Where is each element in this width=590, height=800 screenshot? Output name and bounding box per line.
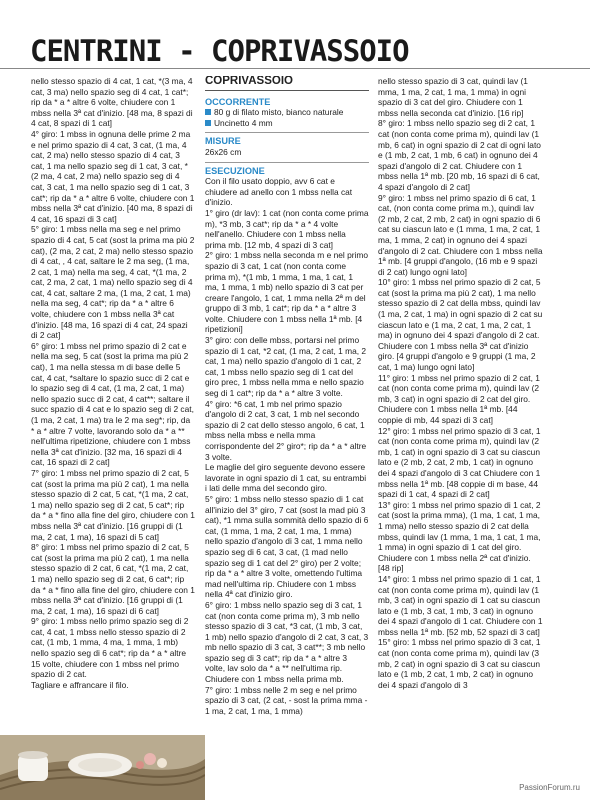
material-item: 80 g di filato misto, bianco naturale [205,107,369,118]
pattern-paragraph: 3° giro: con delle mbss, portarsi nel primo spazio di 1 cat, *2 cat, (1 ma, 2 cat, 1 ma, 2 cat, 1 ma) nello spazio d'angolo di 1 cat, 2 cat, 1 mbss nello spazio seg di 1 cat del giro prec, 1 mbss nella mma e nello spazio seg di 1 cat*; rip da * a * altre 3 volte. [205,335,367,399]
pattern-paragraph: 7° giro: 1 mbss nelle 2 m seg e nel primo spazio di 3 cat, (2 cat, - sost la prima mma - 1 ma, 2 cat, 1 ma, 1 mma) [205,684,368,716]
pattern-paragraph: 13° giro: 1 mbss nel primo spazio di 1 cat, 2 cat (sost la prima mma), (1 ma, 1 cat, 1 ma, 1 mma) nello stesso spazio di 2 cat della mbss, quindi lav (1 mma, 1 ma, 1 cat, 1 ma, 1 mma) in ogni spazio di 1 cat del giro. Chiudere con 1 mbss nella 2ª cat d'inizio. [48 rip] [378,499,541,574]
pattern-paragraph: 11° giro: 1 mbss nel primo spazio di 2 cat, 1 cat (non conta come prima m), quindi lav (2 mb, 3 cat) in ogni spazio di 2 cat del giro. Chiudere con 1 mbss nella 1ª mb. [44 coppie di mb, 44 spazi di 3 cat] [378,372,540,425]
pattern-paragraph: 8° giro: 1 mbss nello spazio seg di 2 cat, 1 cat (non conta come prima m), quindi lav (1 mb, 6 cat) in ogni spazio di 2 cat di ogni lato e (1 mb, 2 cat, 1 mb, 6 cat) in ognuno dei 4 spazi d'angolo di 2 cat. Chiudere con 1 mbss nella 1ª mb. [20 mb, 16 spazi di 6 cat, 4 spazi d'angolo di 2 cat] [378,118,541,192]
page-title: CENTRINI - COPRIVASSOIO [30,34,409,68]
divider [205,162,369,163]
bullet-square-icon [205,109,211,115]
tray-photo-illustration [0,735,205,800]
divider [205,132,369,133]
pattern-paragraph: 5° giro: 1 mbss nello stesso spazio di 1 cat all'inizio del 3° giro, 7 cat (sost la mad più 3 cat), *1 mma sulla sommità dello spazio di 6 cat, (1 mma, 1 ma, 2 cat, 1 ma, 1 mma) nello spazio d'angolo di 3 cat, 1 mma nello spazio seg di 6 cat, 3 cat, (1 mad nello spazio seg di 1 cat del 2° giro) per 2 volte; rip da * a * altre 3 volte, omettendo l'ultima mad nell'ultima rip. Chiudere con 1 mbss nella 4ª cat d'inizio giro. [205,493,369,600]
pattern-paragraph: Con il filo usato doppio, avv 6 cat e chiudere ad anello con 1 mbss nella cat d'inizio. [205,176,353,208]
pattern-paragraph: 14° giro: 1 mbss nel primo spazio di 1 cat, 1 cat (non conta come prima m), quindi lav (1 mb, 3 cat) in ogni spazio di 1 cat su ciascun lato e (1 mb, 3 cat, 1 mb, 3 cat) in ognuno dei 4 spazi d'angolo di 1 cat. Chiudere con 1 mbss nella 1ª mb. [52 mb, 52 spazi di 3 cat] [378,573,543,637]
pattern-paragraph: 1° giro (dr lav): 1 cat (non conta come prima m), *3 mb, 3 cat*; rip da * a * 4 volte nell'anello. Chiudere con 1 mbss nella prima mb. [12 mb, 4 spazi di 3 cat] [205,207,369,250]
pattern-paragraph: 6° giro: 1 mbss nel primo spazio di 2 cat e nella ma seg, 5 cat (sost la prima ma più 2 cat), 1 ma nella stessa m di base delle 5 cat, 4 cat, *saltare lo spazio succ di 2 cat e lo spazio seg di 4 cat, (1 ma, 2 cat, 1 ma) nello spazio succ di 2 cat, 4 cat**; saltare il succ spazio di 4 cat e lo spazio seg di 2 cat, (1 ma, 2 cat, 1 ma) tra le 2 ma seg*; rip, da * a * altre 7 volte, lavorando solo da * a ** nell'ultima ripetizione, chiudere con 1 mbss nella 3ª cat d'inizio. [32 ma, 16 spazi di 4 cat, 16 spazi di 2 cat] [31,340,194,468]
size-value: 26x26 cm [205,146,242,157]
pattern-paragraph: 2° giro: 1 mbss nella seconda m e nel primo spazio di 3 cat, 1 cat (non conta come prima m), *(1 mb, 1 mma, 1 ma, 1 cat, 1 ma, 1 mma, 1 mb) nello spazio di 3 cat per creare l'angolo, 1 cat, 1 mma nella 2ª m del gruppo di 3 mb, 1 cat*; rip da * a * altre 3 volte. Chiudere con 1 mbss nella 1ª mb. [4 ripetizioni] [205,250,369,335]
tray-photo [0,735,205,800]
pattern-paragraph: 5° giro: 1 mbss nella ma seg e nel primo spazio di 4 cat, 5 cat (sost la prima ma più 2 cat), (2 ma, 2 cat, 2 ma) nello stesso spazio di 4 cat, , 4 cat, saltare le 2 ma seg, (1 ma, 2 cat, 1 ma) nella ma seg, 4 cat, *(1 ma, 2 cat, 2 ma, 2 cat, 1 ma) nello spazio seg di 4 cat, 4 cat, saltare 2 ma, (1 ma, 2 cat, 1 ma) nella ma seg, 4 cat*; rip da * a * altre 6 volte, chiudere con 1 mbss nella 3ª cat d'inizio. [48 ma, 16 spazi di 4 cat, 24 spazi di 2 cat] [31,224,195,341]
pattern-paragraph: 9° giro: 1 mbss nello primo spazio seg di 2 cat, 4 cat, 1 mbss nello stesso spazio di 2 cat, (1 mb, 1 mma, 4 ma, 1 mma, 1 mb) nello spazio seg di 6 cat*; rip da * a * altre 15 volte, chiudere con 1 mbss nel primo spazio di 2 cat. [31,616,189,680]
pattern-paragraph: 10° giro: 1 mbss nel primo spazio di 2 cat, 5 cat (sost la prima ma più 2 cat), 1 ma nello stesso spazio di 2 cat della mbss, quindi lav (1 ma, 2 cat, 1 ma) in ogni spazio di 2 cat su ciascun lato e (1 ma, 2 cat, 1 ma, 2 cat, 1 ma) in ognuno dei 4 spazi d'angolo di 2 cat. Chiudere con 1 mbss nella 3ª cat d'inizio giro. [4 gruppi d'angolo e 9 gruppi (1 ma, 2 cat, 1 ma) lungo ogni lato] [378,277,543,373]
materials-heading: OCCORRENTE [205,96,271,107]
pattern-paragraph: 6° giro: 1 mbss nello spazio seg di 3 cat, 1 cat (non conta come prima m), 3 mb nello stesso spazio di 3 cat, *3 cat, (1 mb, 3 cat, 1 mb) nello spazio d'angolo di 2 cat, 3 cat, 3 mb nello spazio di 3 cat, 3 cat**; 3 mb nello spazio seg di 3 cat*; rip da * a * altre 3 volte, lav solo da * a ** nell'ultima rip. Chiudere con 1 mbss nella prima mb. [205,599,369,685]
column-right [378,76,543,776]
title-underline [0,68,590,69]
execution-heading: ESECUZIONE [205,165,265,176]
pattern-paragraph: 4° giro: *6 cat, 1 mb nel primo spazio d'angolo di 2 cat, 3 cat, 1 mb nel secondo spazio di 2 cat dello stesso angolo, 6 cat, 1 mbss nella mbss e nella mma corrispondente del 2° giro*; rip da * a * altre 3 volte. [205,398,367,462]
bullet-square-icon [205,120,211,126]
size-heading: MISURE [205,136,241,147]
pattern-paragraph: Le maglie del giro seguente devono essere lavorate in ogni spazio di 1 cat, su entrambi i lati delle mma del secondo giro. [205,462,367,494]
material-item: Uncinetto 4 mm [205,118,369,129]
column-left [31,76,195,776]
pattern-paragraph: nello stesso spazio di 4 cat, 1 cat, *(3 ma, 4 cat, 3 ma) nello spazio seg di 4 cat, 1 cat*; rip da * a * altre 6 volte, chiudere con 1 mbss nella 3ª cat d'inizio. [48 ma, 8 spazi di 4 cat, 8 spazi di 1 cat] [31,76,193,129]
pattern-paragraph: 8° giro: 1 mbss nel primo spazio di 2 cat, 5 cat (sost la prima ma più 2 cat), 1 ma nella stesso spazio di 2 cat, 6 cat, *(1 ma, 2 cat, 1 ma) nello spazio seg di 2 cat, 6 cat*; rip da * a * fino alla fine del giro, chiudere con 1 mbss nella 3ª cat d'inizio. [16 gruppi di (1 ma, 2 cat, 1 ma), 16 spazi di 6 cat] [31,542,195,616]
watermark: PassionForum.ru [519,783,580,792]
pattern-paragraph: 9° giro: 1 mbss nel primo spazio di 6 cat, 1 cat, (non conta come prima m.), quindi lav (2 mb, 2 cat, 2 mb, 2 cat) in ogni spazio di 6 cat su ciascun lato e (1 mma, 1 ma, 2 cat, 1 ma, 1 mma, 2 cat) in ognuno dei 4 spazi d'angolo di 2 cat. Chiudere con 1 mbss nella 1ª mb. [4 gruppi d'angolo, (16 mb e 9 spazi di 2 cat) lungo ogni lato] [378,192,543,277]
pattern-paragraph: nello stesso spazio di 3 cat, quindi lav (1 mma, 1 ma, 2 cat, 1 ma, 1 mma) in ogni spazio di 3 cat del giro. Chiudere con 1 mbss nella seconda cat d'inizio. [16 rip] [378,76,528,118]
column-middle [205,76,369,776]
pattern-paragraph: 12° giro: 1 mbss nel primo spazio di 3 cat, 1 cat (non conta come prima m), quindi lav (2 mb, 1 cat) in ogni spazio di 3 cat su ciascun lato e (2 mb, 2 cat, 2 mb, 1 cat) in ognuno dei 4 spazi d'angolo di 3 cat Chiudere con 1 mbss nella 1ª mb. [48 coppie di m base, 44 spazi di 1 cat, 4 spazi di 2 cat] [378,425,541,500]
pattern-paragraph: 15° giro: 1 mbss nel primo spazio di 3 cat, 1 cat (non conta come prima m), quindi lav (3 mb, 2 cat) in ogni spazio di 3 cat su ciascun lato e (1 mb, 2 cat, 1 mb, 2 cat) in ognuno dei 4 spazi d'angolo di 3 [378,637,541,690]
pattern-paragraph: 7° giro: 1 mbss nel primo spazio di 2 cat, 5 cat (sost la prima ma più 2 cat), 1 ma nella stesso spazio di 2 cat, 5 cat, *(1 ma, 2 cat, 1 ma) nello spazio seg di 2 cat, 5 cat*; rip da * a * fino alla fine del giro, chiudere con 1 mbss nella 3ª cat d'inizio. [16 gruppi di (1 ma, 2 cat, 1 ma), 16 spazi di 5 cat] [31,467,195,542]
project-title: COPRIVASSOIO [205,76,369,91]
pattern-paragraph: Tagliare e affrancare il filo. [31,679,129,690]
pattern-paragraph: 4° giro: 1 mbss in ognuna delle prime 2 ma e nel primo spazio di 4 cat, 3 cat, (1 ma, 4 cat, 2 ma) nello stesso spazio di 4 cat, 3 cat, 1 ma nello spazio seg di 1 cat, 3 cat, *(2 ma, 4 cat, 2 ma) nello spazio seg di 4 cat, 3 cat, 1 ma nello spazio seg di 1 cat, 3 cat*; rip da * a * altre 6 volte, chiudere con 1 mbss nella 3ª cat d'inizio. [40 ma, 8 spazi di 4 cat, 16 spazi di 3 cat] [31,128,195,224]
